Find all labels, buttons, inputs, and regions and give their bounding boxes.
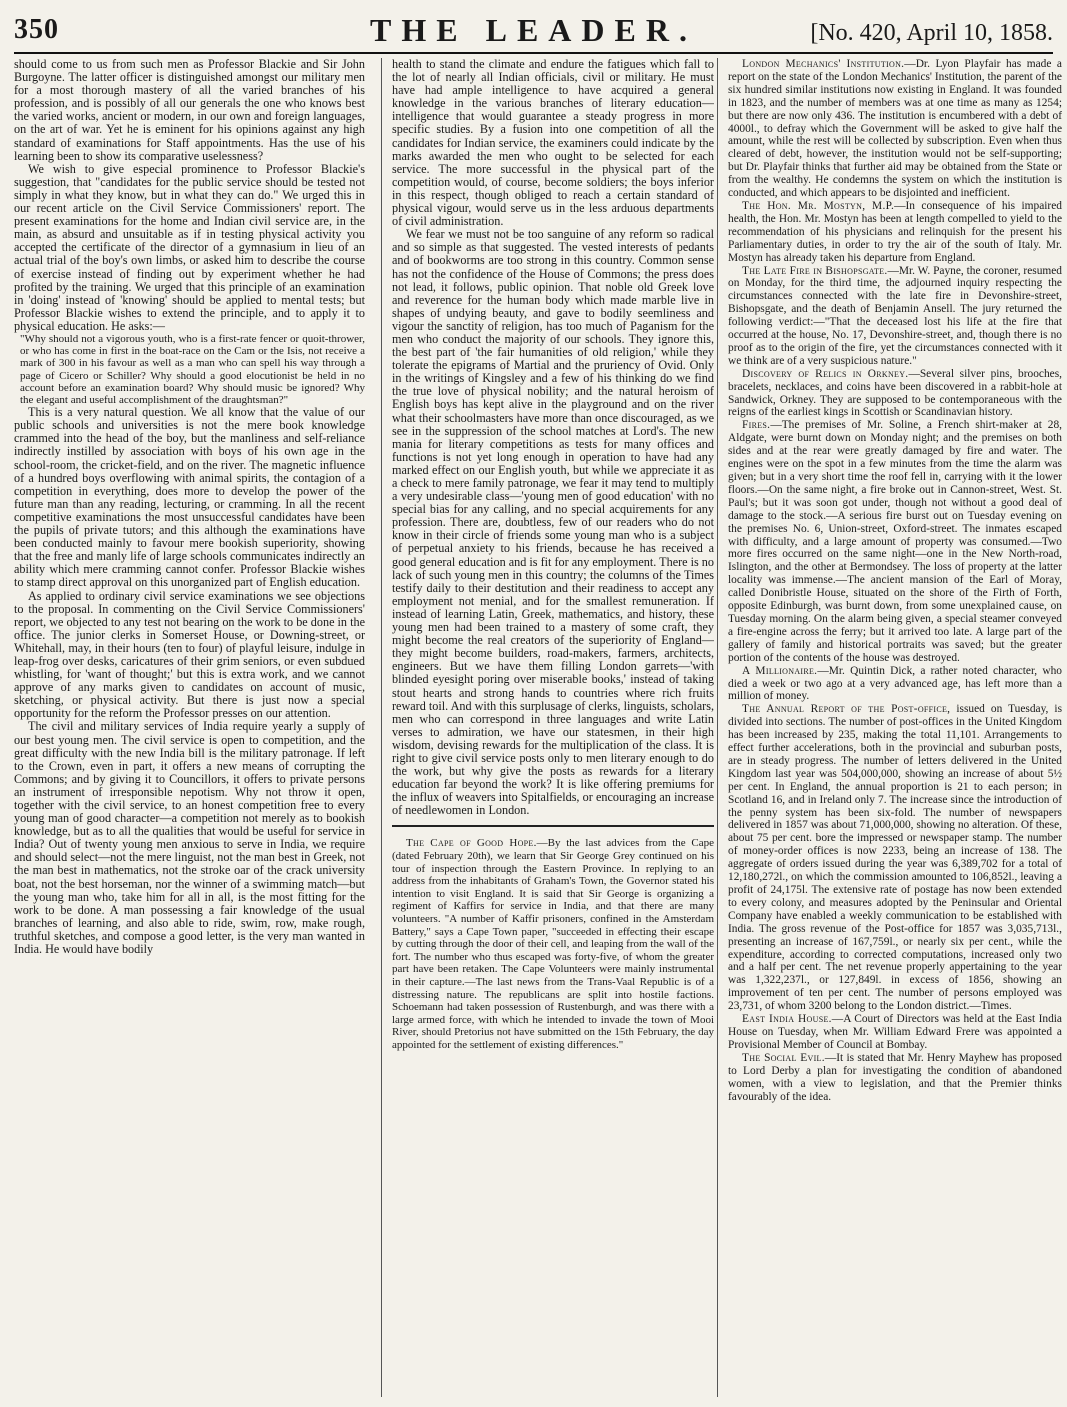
- news-item-heading: The Annual Report of the Post-office,: [742, 703, 951, 716]
- left-column-paragraph: The civil and military services of India require yearly a supply of our best young men. The civil service is open to competition, and the great difficulty with the new India bill is the military patronage. If left to the Crown, even in part, it offers a new means of corrupting the Commons; and by giving it to Councillors, it offers to private persons an instrument of irresponsible nepotism. Why not throw it open, together with the civil service, to an honest competition free to every young man of good character—a competition not merely as to bookish knowledge, but as to all the qualities that would be useful for service in India? Out of twenty young men anxious to serve in India, we require and should select—not the mere linguist, not the man best in Greek, not the man best in mathematics, not the stroke oar of the crack university boat, not the best horseman, nor the winner of a swimming match—but the young man who, take him for all in all, is the most fitting for the work to be done. A man possessing a fair knowledge of the usual branches of learning, and also able to ride, swim, row, make rough, truthful sketches, and compose a good letter, is the very man wanted in India. He would have bodily: [14, 719, 365, 957]
- middle-column-paragraph: We fear we must not be too sanguine of any reform so radical and so simple as that suggested. The vested interests of pedants and of bookworms are too strong in this country. Common sense has not the confidence of the House of Commons; the press does not lead, it follows, public opinion. That noble old Greek love and reverence for the human body which made marble live in shapes of undying beauty, and gave to bodily seemliness and vigour the sanctity of religion, has too much of Paganism for the men who conduct the majority of our schools. They ignore this, the best part of 'the fair humanities of old religion,' while they tolerate the epigrams of Martial and the pruriency of Ovid. Only in the writings of Kingsley and a few of his thinking do we find the true love of physical nobility; and the natural heroism of English boys has kept alive in the playground and on the river what their schoolmasters have more than once discouraged, as we see in the suppression of the school matches at Lord's. The new mania for literary competitions as tests for many offices and functions is not yet long enough in operation to have had any marked effect on our English youth, but while we appreciate it as a check to mere family patronage, we fear it may tend to multiply a very undesirable class—'young men of good education' with no special bias for any calling, and no special acquirements for any profession. There are, doubtless, few of our readers who do not know in their circle of friends some young man who is a subject of perpetual anxiety to his friends, because he has received a good general education and is fit for any employment. There is no lack of such young men in this country; the columns of the Times testify daily to their destitution and their readiness to accept any employment not menial, and for the smallest remuneration. If instead of learning Latin, Greek, mathematics, and history, these young men had been trained to a mastery of some craft, they might become the real creators of the superiority of England—they might become builders, road-makers, farmers, architects, engineers. But we have them filling London garrets—'with blinded eyesight poring over miserable books,' instead of taking stout hearts and strong hands to countries where rich fruits reward toil. And with this surplusage of clerks, linguists, scholars, men who can correspond in three languages and write Latin verses to admiration, we have our statesmen, in their high wisdom, devising rewards for the multiplication of the class. It is right to give civil service posts only to men literary enough to do the work, but why give the posts as rewards for a literary education far beyond the work? It is like offering premiums for the influx of weavers into Spitalfields, or encouraging an increase of needlewomen in London.: [392, 227, 714, 818]
- section-divider: [392, 825, 714, 827]
- news-item-text: —Mr. Quintin Dick, a rather noted character, who died a week or two ago at a very advanced age, has left more than a million of money.: [728, 664, 1062, 703]
- news-item-heading: Discovery of Relics in Orkney.: [742, 367, 909, 380]
- news-item-heading: The Hon. Mr. Mostyn, M.P.: [742, 199, 895, 212]
- news-item: [728, 1052, 1062, 1104]
- masthead: THE LEADER.: [370, 12, 697, 48]
- news-item: [728, 665, 1062, 704]
- news-item-text: —Several silver pins, brooches, bracelets, necklaces, and coins have been discovered in a rabbit-hole at Sandwick, Orkney. They are supposed to be contemporaneous with the reigns of the earliest kings in Scottish or Scandinavian history.: [728, 367, 1062, 419]
- news-item-heading: The Late Fire in Bishopsgate.: [742, 264, 888, 277]
- news-item: [728, 419, 1062, 664]
- news-item: [728, 368, 1062, 420]
- middle-column-paragraph: health to stand the climate and endure the fatigues which fall to the lot of nearly all Indian officials, civil or military. He must have had ample intelligence to have acquired a general knowledge in the various branches of literary education—intelligence that would guarantee a steady progress in more specific studies. By a fusion into one competition of all the candidates for Indian service, the examiners could indicate by the marks awarded the men who ought to be selected for each service. The more successful in the physical part of the competition would, of course, become soldiers; the boys inferior in this respect, though obliged to reach a certain standard of physical vigour, would serve us in the less arduous departments of civil administration.: [392, 58, 714, 229]
- left-column-paragraph: We wish to give especial prominence to Professor Blackie's suggestion, that "candidates for the public service should be tested not simply in what they know, but in what they can do." We urged this in our recent article on the Civil Service Commissioners' report. The present examinations for the home and Indian civil service are, in the main, as absurd and unsuitable as if in testing physical activity you accepted the certificate of the director of a gymnasium in lieu of an actual trial of the boy's own limbs, or asked him to describe the course of exercise instead of finding out by experiment whether he had profited by the training. We urged that this principle of an examination in 'doing' instead of 'knowing' should be applied to mental tests; but Professor Blackie wishes to extend the principle, and to apply it to physical education. He asks:—: [14, 161, 365, 333]
- column-right: [717, 58, 1062, 1397]
- news-item-text: —The premises of Mr. Soline, a French shirt-maker at 28, Aldgate, were burnt down on Monday night; and the premises on both sides and at the rear were greatly damaged by fire and water. The engines were on the spot in a few minutes from the time the alarm was given; but in a very short time the roof fell in, carrying with it the lower floors.—On the same night, a fire broke out in Cannon-street, West. St. Paul's; but it was soon got under, though not without a good deal of damage to the stock.—A serious fire burst out on Tuesday evening on the premises No. 6, Union-street, Oxford-street. The inmates escaped with difficulty, and a large amount of property was consumed.—Two more fires occurred on the same night—one in the New North-road, Islington, and the other at Bermondsey. The loss of property at the latter locality was immense.—The ancient mansion of the Earl of Moray, called Donibristle House, situated on the shore of the Firth of Forth, opposite Edinburgh, was burnt down, from some unexplained cause, on Tuesday morning. On the alarm being given, a special steamer conveyed a fire-engine across the ferry; but it arrived too late. A large part of the gallery of family and historical portraits was saved; but the greater portion of the contents of the house was destroyed.: [728, 419, 1062, 664]
- news-item-text: —In consequence of his impaired health, the Hon. Mr. Mostyn has been at length compelled to yield to the recommendation of his physicians and relinquish for the present his Parliamentary duties, in order to try the air of the south of Italy. Mr. Mostyn has already taken his departure from England.: [728, 199, 1062, 264]
- left-column-paragraph: "Why should not a vigorous youth, who is a first-rate fencer or quoit-thrower, or who has come in first in the boat-race on the Cam or the Isis, not receive a mark of 300 in his favour as well as a man who can spell his way through a page of Cicero or Schiller? Why should a good elocutionist be held in no account before an examination board? Why should music be ignored? Why the elegant and useful accomplishment of the draughtsman?": [20, 332, 365, 406]
- left-column-paragraph: As applied to ordinary civil service examinations we see objections to the proposal. In commenting on the Civil Service Commissioners' report, we objected to any test not bearing on the work to be done in the office. The junior clerks in Somerset House, or Downing-street, or Whitehall, may, in their hours (ten to four) of playful leisure, indulge in leap-frog over desks, caricatures of their grim seniors, or even subdued whistling, for 'want of thought;' but this is extra work, and we cannot approve of any marks given to candidates on account of music, sketching, or physical activity. But there is just now a special opportunity for the reform the Professor presses on our attention.: [14, 588, 365, 721]
- news-item-heading: A Millionaire.: [742, 664, 818, 677]
- news-item: [728, 58, 1062, 200]
- news-item-text: —It is stated that Mr. Henry Mayhew has proposed to Lord Derby a plan for investigating the condition of abandoned women, with a view to legislation, and that the Premier thinks favourably of the idea.: [728, 1051, 1062, 1103]
- news-item-text: issued on Tuesday, is divided into sections. The number of post-offices in the United Kingdom has been increased by 235, making the total 11,101. Arrangements to effect further accelerations, both in the provincial and suburban posts, are in steady progress. The number of letters delivered in the United Kingdom last year was 504,000,000, showing an increase of about 5½ per cent. In England, the annual proportion is 21 to each person; in Scotland 16, and in Ireland only 7. The increase since the introduction of the penny system has been six-fold. The number of newspapers delivered in 1857 was about 71,000,000, showing no alteration. Of these, about 75 per cent. bore the impressed or newspaper stamp. The number of money-order offices is now 2233, being an increase of 138. The aggregate of orders issued during the year was 6,389,702 for a total of 12,180,272l., on which the commission amounted to 106,852l., leaving a profit of 24,175l. The extensive rate of postage has now been extended to every colony, and measures adopted by the Peninsular and Oriental Company have enabled a weekly communication to be established with India. The gross revenue of the Post-office for 1857 was 3,035,713l., presenting an increase of 167,759l., or nearly six per cent., while the expenditure, according to corrected computations, increased only two and a half per cent. The net revenue properly appertaining to the year was 1,322,237l., or 127,849l. in excess of 1856, showing an improvement of ten per cent. The number of persons employed was 23,731, of whom 3200 belong to the London district.—Times.: [728, 703, 1062, 1013]
- cape-news-heading: The Cape of Good Hope.: [406, 837, 537, 850]
- header-rule: [14, 52, 1053, 54]
- left-column-paragraph: This is a very natural question. We all know that the value of our public schools and universities is not the mere book knowledge crammed into the head of the boy, but the manliness and self-reliance indirectly instilled by association with boys of his own age in the school-room, the cricket-field, and on the river. The magnetic influence of a hundred boys overflowing with animal spirits, the contagion of a competition in everything, does more to develop the power of the future man than any reading, lecturing, or cramming. In all the recent competitive examinations the most unsuccessful candidates have been the pupils of private tutors; and this although the examinations have been conducted mainly to favour mere bookish superiority, showing that the free and manly life of large schools communicates indirectly an ability which mere cramming cannot confer. Professor Blackie wishes to stamp direct approval on this unorganized part of English education.: [14, 405, 365, 590]
- news-item-heading: Fires.: [742, 419, 771, 432]
- news-item-heading: London Mechanics' Institution.: [742, 58, 905, 70]
- left-column-paragraph: should come to us from such men as Professor Blackie and Sir John Burgoyne. The latter officer is distinguished amongst our military men for a most thorough mastery of all the varied branches of his profession, and is possibly of all our generals the one who knows best the varied works, ancient or modern, in our own and foreign languages, on the art of war. Yet he is eminent for his opinions against any high standard of examinations for Staff appointments. Has the use of his learning been to show its comparative uselessness?: [14, 58, 365, 163]
- cape-news-text: —By the last advices from the Cape (dated February 20th), we learn that Sir George Grey continued on his tour of inspection through the Eastern Province. In replying to an address from the inhabitants of Graham's Town, the Governor stated his intention to visit England. It is said that Sir George is organizing a regiment of Kaffirs for service in India, and that there are many volunteers. "A number of Kaffir prisoners, confined in the Amsterdam Battery," says a Cape Town paper, "succeeded in effecting their escape by cutting through the door of their cell, and leaping from the wall of the fort. The number who thus escaped was forty-five, of whom the greater part have been retaken. The Cape Volunteers were mainly instrumental in their capture.—The last news from the Trans-Vaal Republic is of a distressing nature. The republicans are split into hostile factions. Schoemann had taken possession of Rustenburgh, and was there with a large armed force, with which he intended to invade the town of Mooi River, should Pretorius not have submitted on the 15th February, the day appointed for the settlement of existing differences.": [392, 837, 714, 1051]
- issue-line: [No. 420, April 10, 1858.: [810, 20, 1053, 46]
- news-item: [728, 703, 1062, 1013]
- column-middle: [381, 58, 714, 1397]
- news-item-heading: East India House.: [742, 1013, 832, 1026]
- news-item: [728, 200, 1062, 265]
- news-item: [728, 1013, 1062, 1052]
- cape-news-item: [392, 837, 714, 1051]
- news-item: [728, 265, 1062, 368]
- news-item-text: —A Court of Directors was held at the East India House on Tuesday, when Mr. William Edward Frere was appointed a Provisional Member of Council at Bombay.: [728, 1013, 1062, 1051]
- column-left: [14, 58, 365, 1397]
- news-item-text: —Dr. Lyon Playfair has made a report on the state of the London Mechanics' Institution, the parent of the six hundred similar institutions now existing in England. It was founded in 1823, and the number of members was at one time as many as 1254; but there are now only 436. The institution is encumbered with a debt of 4000l., to defray which the Government will be asked to give half the amount, while the rest will be collected by subscription. Even when thus cleared of debt, however, the institution would not be self-supporting; but Dr. Playfair thinks that further aid may be obtained from the State or from the wealthy. He condemns the system on which the institution is conducted, and which appears to be disjointed and inefficient.: [728, 58, 1062, 200]
- page-header: [14, 10, 1053, 56]
- news-item-text: —Mr. W. Payne, the coroner, resumed on Monday, for the third time, the adjourned inquiry respecting the circumstances connected with the late fire in Devonshire-street, Bishopsgate, and the death of Benjamin Ansell. The jury returned the following verdict:—"That the deceased lost his life at the fire that occurred at the house, No. 17, Devonshire-street, and, though there is no proof as to the origin of the fire, yet the circumstances connected with it we think are of a very suspicious nature.": [728, 264, 1062, 367]
- page-number: 350: [14, 14, 59, 45]
- news-item-heading: The Social Evil.: [742, 1051, 825, 1064]
